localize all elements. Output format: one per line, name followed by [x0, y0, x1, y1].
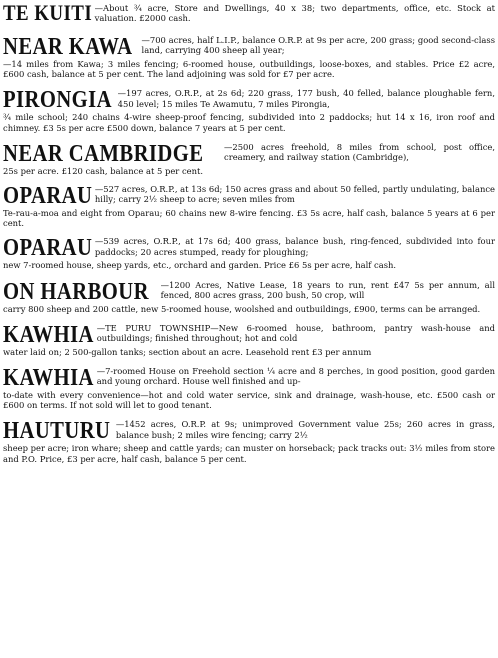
- listing-near-cambridge: [3, 142, 495, 176]
- listing-heading: TE KUITI: [3, 0, 93, 25]
- classified-listings-page: [0, 2, 498, 658]
- listing-body: —527 acres, O.R.P., at 13s 6d; 150 acres grass and about 50 felled, partly undulating, balance hilly; carry 2½ sheep to acre; seven miles from: [94, 184, 495, 205]
- listing-heading: PIRONGIA: [3, 87, 112, 114]
- listing-on-harbour: [3, 280, 495, 314]
- listing-body: —1452 acres, O.R.P. at 9s; unimproved Government value 25s; 260 acres in grass, balance bush; 2 miles wire fencing; carry 2½: [115, 419, 495, 440]
- listing-kawhia-2: [3, 366, 495, 410]
- listing-pirongia: [3, 88, 495, 132]
- listing-body-continued: water laid on; 2 500-gallon tanks; section about an acre. Leasehold rent £3 per annum: [3, 346, 372, 357]
- listing-body-continued: 25s per acre. £120 cash, balance at 5 per cent.: [3, 165, 204, 176]
- listing-heading: HAUTURU: [3, 418, 111, 445]
- listing-heading: OPARAU: [3, 235, 93, 262]
- listing-body: —2500 acres freehold, 8 miles from school, post office, creamery, and railway station (Cambridge),: [224, 141, 495, 163]
- listing-body: —700 acres, half L.I.P., balance O.R.P. at 9s per acre, 200 grass; good second-class land, carrying 400 sheep all year;: [141, 35, 495, 56]
- listing-body: —197 acres, O.R.P., at 2s 6d; 220 grass, 177 bush, 40 felled, balance ploughable fern, 450 level; 15 miles Te Awamutu, 7 miles Pirongia,: [117, 88, 495, 109]
- listing-body-continued: ¾ mile school; 240 chains 4-wire sheep-proof fencing, subdivided into 2 paddocks; hut 14 x 16, iron roof and chimney. £3 5s per acre £500 down, balance 7 years at 5 per cent.: [3, 112, 495, 133]
- listing-body: —TE PURU TOWNSHIP—New 6-roomed house, bathroom, pantry wash-house and outbuildings; finished throughout; hot and cold: [96, 322, 495, 344]
- listing-body-continued: Te-rau-a-moa and eight from Oparau; 60 chains new 8-wire fencing. £3 5s acre, half cash, balance 5 years at 6 per cent.: [3, 208, 495, 229]
- listing-heading: NEAR CAMBRIDGE: [3, 140, 204, 167]
- listing-body-continued: sheep per acre; iron whare; sheep and cattle yards; can muster on horseback; pack tracks out: 3½ miles from store and P.O. Price, £3 per acre, half cash, balance 5 per cent.: [3, 443, 495, 464]
- listing-oparau-1: [3, 184, 495, 228]
- listing-oparau-2: [3, 236, 495, 270]
- listing-body-continued: to-date with every convenience—hot and cold water service, sink and drainage, wash-house, etc. £500 cash or £600 on terms. If not sold will let to good tenant.: [3, 390, 495, 411]
- listing-body-continued: carry 800 sheep and 200 cattle, new 5-roomed house, woolshed and outbuildings, £900, terms can be arranged.: [3, 303, 481, 314]
- listing-hauturu: [3, 419, 495, 463]
- listing-heading: KAWHIA: [3, 365, 94, 392]
- listing-body-continued: new 7-roomed house, sheep yards, etc., orchard and garden. Price £6 5s per acre, half cash.: [3, 260, 397, 271]
- listing-heading: OPARAU: [3, 183, 93, 210]
- listing-near-kawa: [3, 35, 495, 79]
- listing-heading: KAWHIA: [3, 321, 94, 348]
- listing-body: —7-roomed House on Freehold section ¼ acre and 8 perches, in good position, good garden and young orchard. House well finished and up-: [96, 366, 495, 387]
- listing-body: —1200 Acres, Native Lease, 18 years to run, rent £47 5s per annum, all fenced, 800 acres grass, 200 bush, 50 crop, will: [160, 279, 495, 300]
- listing-body-continued: —14 miles from Kawa; 3 miles fencing; 6-roomed house, outbuildings, loose-boxes, and stables. Price £2 acre, £600 cash, balance at 5 per cent. The land adjoining was sold for £7 per acre.: [3, 59, 495, 80]
- listing-te-kuiti: [3, 2, 495, 24]
- listing-heading: ON HARBOUR: [3, 278, 149, 305]
- listing-kawhia-1: [3, 323, 495, 357]
- listing-body: —539 acres, O.R.P., at 17s 6d; 400 grass, balance bush, ring-fenced, subdivided into four paddocks; 20 acres stumped, ready for ploughing;: [94, 236, 495, 257]
- listing-body: —About ¾ acre, Store and Dwellings, 40 x 38; two departments, office, etc. Stock at valuation. £2000 cash.: [94, 3, 495, 24]
- listing-heading: NEAR KAWA: [3, 34, 133, 60]
